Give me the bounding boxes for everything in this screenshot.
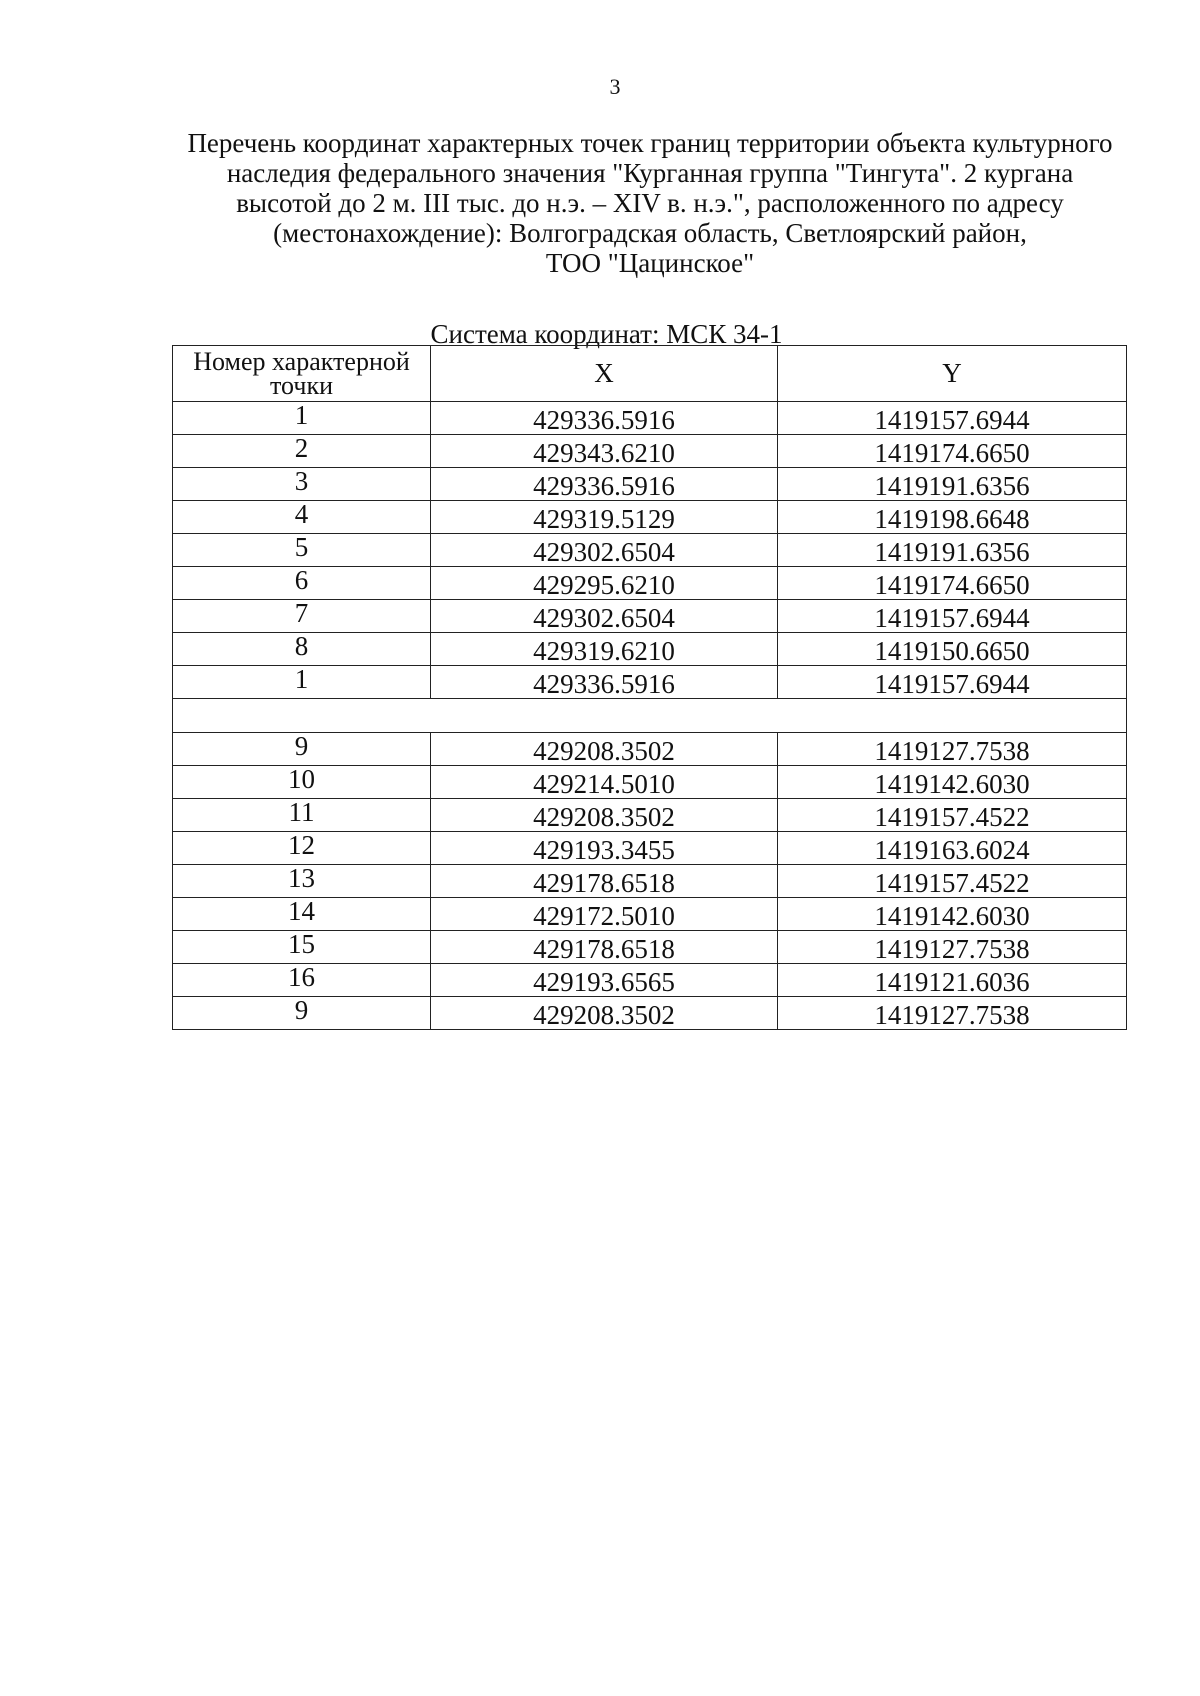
table-row (173, 666, 1127, 699)
table-group-2 (173, 733, 1127, 1030)
point-number-cell: 9 (173, 997, 431, 1030)
x-value-cell: 429172.5010 (431, 898, 778, 931)
table-row (173, 832, 1127, 865)
x-value-cell: 429208.3502 (431, 799, 778, 832)
x-value-cell: 429193.6565 (431, 964, 778, 997)
y-value-cell: 1419174.6650 (778, 435, 1127, 468)
point-number-cell: 5 (173, 534, 431, 567)
x-value-cell: 429336.5916 (431, 468, 778, 501)
header-x: X (431, 346, 778, 402)
point-number-cell: 16 (173, 964, 431, 997)
table-row (173, 534, 1127, 567)
y-value-cell: 1419157.6944 (778, 402, 1127, 435)
table-row (173, 468, 1127, 501)
y-value-cell: 1419142.6030 (778, 766, 1127, 799)
table-row (173, 567, 1127, 600)
coordinates-table (172, 345, 1127, 1030)
x-value-cell: 429178.6518 (431, 931, 778, 964)
x-value-cell: 429178.6518 (431, 865, 778, 898)
y-value-cell: 1419157.4522 (778, 865, 1127, 898)
y-value-cell: 1419121.6036 (778, 964, 1127, 997)
table-row (173, 931, 1127, 964)
point-number-cell: 12 (173, 832, 431, 865)
table-separator (173, 699, 1127, 733)
table-row (173, 766, 1127, 799)
x-value-cell: 429319.5129 (431, 501, 778, 534)
y-value-cell: 1419157.6944 (778, 600, 1127, 633)
y-value-cell: 1419163.6024 (778, 832, 1127, 865)
table-row (173, 435, 1127, 468)
point-number-cell: 15 (173, 931, 431, 964)
separator-row (173, 699, 1127, 733)
point-number-cell: 11 (173, 799, 431, 832)
table-row (173, 501, 1127, 534)
y-value-cell: 1419150.6650 (778, 633, 1127, 666)
point-number-cell: 2 (173, 435, 431, 468)
point-number-cell: 13 (173, 865, 431, 898)
y-value-cell: 1419157.6944 (778, 666, 1127, 699)
point-number-cell: 3 (173, 468, 431, 501)
separator-cell (173, 699, 1127, 733)
point-number-cell: 1 (173, 402, 431, 435)
y-value-cell: 1419191.6356 (778, 534, 1127, 567)
y-value-cell: 1419127.7538 (778, 733, 1127, 766)
title-line: Перечень координат характерных точек границ территории объекта культурного (187, 128, 1113, 158)
table-row (173, 600, 1127, 633)
x-value-cell: 429336.5916 (431, 402, 778, 435)
point-number-cell: 14 (173, 898, 431, 931)
table-row (173, 799, 1127, 832)
point-number-cell: 8 (173, 633, 431, 666)
table-row (173, 633, 1127, 666)
table-row (173, 898, 1127, 931)
table-row (173, 402, 1127, 435)
document-title (150, 128, 1150, 278)
y-value-cell: 1419174.6650 (778, 567, 1127, 600)
x-value-cell: 429302.6504 (431, 600, 778, 633)
x-value-cell: 429319.6210 (431, 633, 778, 666)
coordinate-system-label: Система координат: МСК 34-1 (430, 319, 783, 349)
point-number-cell: 4 (173, 501, 431, 534)
y-value-cell: 1419198.6648 (778, 501, 1127, 534)
table-row (173, 733, 1127, 766)
page-number: 3 (609, 74, 621, 99)
y-value-cell: 1419157.4522 (778, 799, 1127, 832)
x-value-cell: 429336.5916 (431, 666, 778, 699)
table-row (173, 865, 1127, 898)
header-point-number: Номер характерной точки (173, 346, 431, 402)
table-row (173, 997, 1127, 1030)
table-header-row (173, 346, 1127, 402)
x-value-cell: 429302.6504 (431, 534, 778, 567)
point-number-cell: 6 (173, 567, 431, 600)
title-line: (местонахождение): Волгоградская область, Светлоярский район, (273, 218, 1027, 248)
y-value-cell: 1419142.6030 (778, 898, 1127, 931)
x-value-cell: 429208.3502 (431, 733, 778, 766)
point-number-cell: 1 (173, 666, 431, 699)
table-row (173, 964, 1127, 997)
title-line: ТОО "Цацинское" (545, 248, 755, 278)
y-value-cell: 1419127.7538 (778, 997, 1127, 1030)
point-number-cell: 7 (173, 600, 431, 633)
table-group-1 (173, 402, 1127, 699)
y-value-cell: 1419191.6356 (778, 468, 1127, 501)
x-value-cell: 429295.6210 (431, 567, 778, 600)
x-value-cell: 429343.6210 (431, 435, 778, 468)
x-value-cell: 429214.5010 (431, 766, 778, 799)
title-line: высотой до 2 м. III тыс. до н.э. – XIV в. н.э.", расположенного по адресу (236, 188, 1064, 218)
y-value-cell: 1419127.7538 (778, 931, 1127, 964)
title-line: наследия федерального значения "Курганная группа "Тингута". 2 кургана (226, 158, 1074, 188)
point-number-cell: 9 (173, 733, 431, 766)
header-y: Y (778, 346, 1127, 402)
x-value-cell: 429208.3502 (431, 997, 778, 1030)
point-number-cell: 10 (173, 766, 431, 799)
x-value-cell: 429193.3455 (431, 832, 778, 865)
